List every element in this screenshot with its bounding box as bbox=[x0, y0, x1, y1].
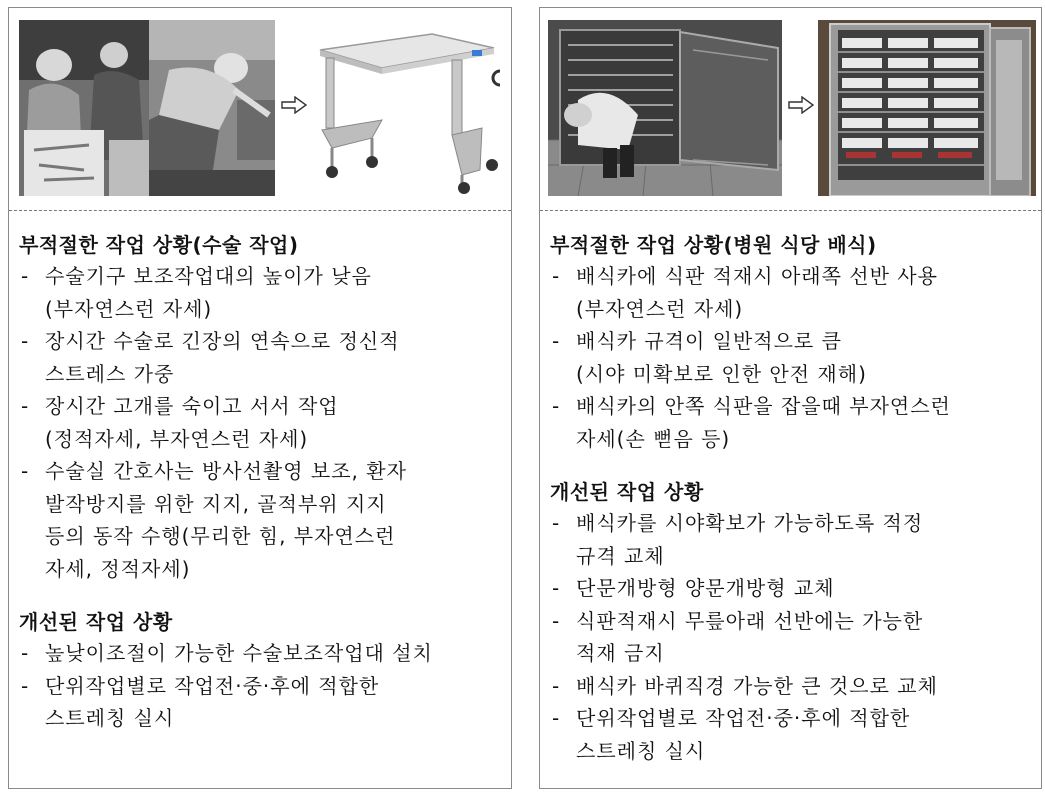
list-item: - 수술기구 보조작업대의 높이가 낮음 (부자연스런 자세) bbox=[19, 260, 503, 325]
list-item: - 배식카 규격이 일반적으로 큼 (시야 미확보로 인한 안전 재해) bbox=[550, 325, 1033, 390]
surgery-stooping-photo bbox=[149, 20, 275, 196]
list-item: - 식판적재시 무릎아래 선반에는 가능한 적재 금지 bbox=[550, 605, 1033, 670]
surgery-text bbox=[19, 230, 503, 735]
meal-improvement-heading: 개선된 작업 상황 bbox=[550, 480, 704, 504]
list-item: - 배식카에 식판 적재시 아래쪽 선반 사용 (부자연스런 자세) bbox=[550, 260, 1033, 325]
list-item: - 장시간 고개를 숙이고 서서 작업 (정적자세, 부자연스런 자세) bbox=[19, 390, 503, 455]
list-item: - 배식카의 안쪽 식판을 잡을때 부자연스런 자세(손 뻗음 등) bbox=[550, 390, 1033, 455]
list-item: - 단위작업별로 작업전·중·후에 적합한 스트레칭 실시 bbox=[19, 670, 503, 735]
worker-bending-at-cart-photo bbox=[548, 20, 782, 196]
list-item: - 배식카 바퀴직경 가능한 큰 것으로 교체 bbox=[550, 670, 1033, 703]
list-item: - 단문개방형 양문개방형 교체 bbox=[550, 572, 1033, 605]
meal-problem-heading: 부적절한 작업 상황(병원 식당 배식) bbox=[550, 233, 877, 257]
meal-problem-list bbox=[550, 260, 1033, 455]
surgery-improvement-heading: 개선된 작업 상황 bbox=[19, 610, 173, 634]
meal-improvement-list bbox=[550, 507, 1033, 767]
meal-photo-strip bbox=[540, 8, 1041, 211]
surgery-improvement-list bbox=[19, 637, 503, 735]
list-item: - 수술실 간호사는 방사선촬영 보조, 환자 발작방지를 위한 지지, 골적부위 지지 등의 동작 수행(무리한 힘, 부자연스런 자세, 정적자세) bbox=[19, 455, 503, 585]
meal-text bbox=[550, 230, 1033, 767]
list-item: - 높낮이조절이 가능한 수술보조작업대 설치 bbox=[19, 637, 503, 670]
meal-service-panel bbox=[539, 7, 1042, 789]
surgery-team-photo bbox=[19, 20, 149, 196]
surgery-panel bbox=[8, 7, 512, 789]
list-item: - 배식카를 시야확보가 가능하도록 적정 규격 교체 bbox=[550, 507, 1033, 572]
double-door-meal-cart-photo bbox=[818, 20, 1036, 196]
surgery-problem-heading: 부적절한 작업 상황(수술 작업) bbox=[19, 233, 299, 257]
surgery-problem-list bbox=[19, 260, 503, 585]
arrow-right-icon bbox=[281, 96, 307, 114]
list-item: - 장시간 수술로 긴장의 연속으로 정신적 스트레스 가중 bbox=[19, 325, 503, 390]
list-item: - 단위작업별로 작업전·중·후에 적합한 스트레칭 실시 bbox=[550, 702, 1033, 767]
adjustable-surgical-table-photo bbox=[312, 20, 500, 196]
surgery-photo-strip bbox=[9, 8, 511, 211]
arrow-right-icon bbox=[788, 96, 814, 114]
